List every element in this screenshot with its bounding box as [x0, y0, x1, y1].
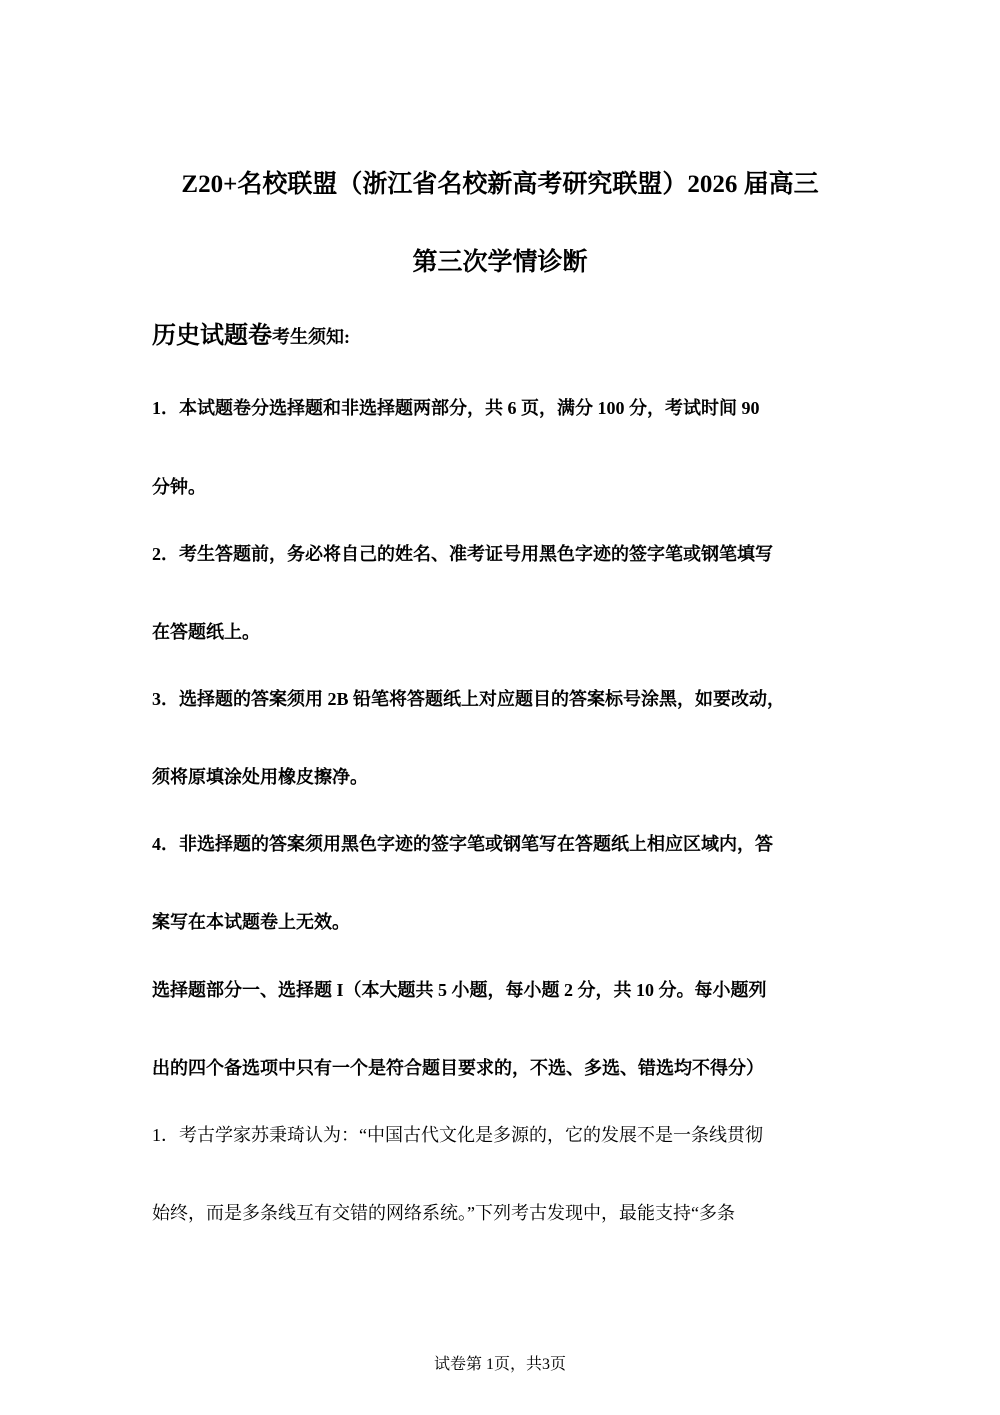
- subject-heading: [152, 320, 350, 355]
- instruction-3-line-1: 3．选择题的答案须用 2B 铅笔将答题纸上对应题目的答案标号涂黑，如要改动，: [152, 689, 786, 709]
- instruction-4-line-1: 4．非选择题的答案须用黑色字迹的签字笔或钢笔写在答题纸上相应区域内，答: [152, 834, 773, 854]
- subject-name: 历史试题卷: [152, 323, 272, 349]
- instruction-2-line-2: 在答题纸上。: [152, 622, 260, 642]
- instruction-1-line-1: 1．本试题卷分选择题和非选择题两部分，共 6 页，满分 100 分，考试时间 90: [152, 398, 760, 418]
- instruction-4-line-2: 案写在本试题卷上无效。: [152, 912, 350, 932]
- notice-heading: 考生须知:: [272, 327, 350, 347]
- instruction-2-line-1: 2．考生答题前，务必将自己的姓名、准考证号用黑色字迹的签字笔或钢笔填写: [152, 544, 773, 564]
- section-heading-line-2: 出的四个备选项中只有一个是符合题目要求的，不选、多选、错选均不得分）: [152, 1058, 764, 1078]
- exam-title-line-1: Z20+名校联盟（浙江省名校新高考研究联盟）2026 届高三: [181, 171, 819, 198]
- question-1-line-1: 1．考古学家苏秉琦认为：“中国古代文化是多源的，它的发展不是一条线贯彻: [152, 1125, 763, 1145]
- instruction-1-line-2: 分钟。: [152, 477, 206, 497]
- exam-title-line-2: 第三次学情诊断: [412, 249, 588, 276]
- instruction-3-line-2: 须将原填涂处用橡皮擦净。: [152, 767, 368, 787]
- section-heading-line-1: 选择题部分一、选择题 I（本大题共 5 小题，每小题 2 分，共 10 分。每小题列: [152, 980, 767, 1000]
- question-1-line-2: 始终，而是多条线互有交错的网络系统。”下列考古发现中，最能支持“多条: [152, 1203, 735, 1223]
- page-footer: 试卷第 1页，共3页: [433, 1356, 566, 1373]
